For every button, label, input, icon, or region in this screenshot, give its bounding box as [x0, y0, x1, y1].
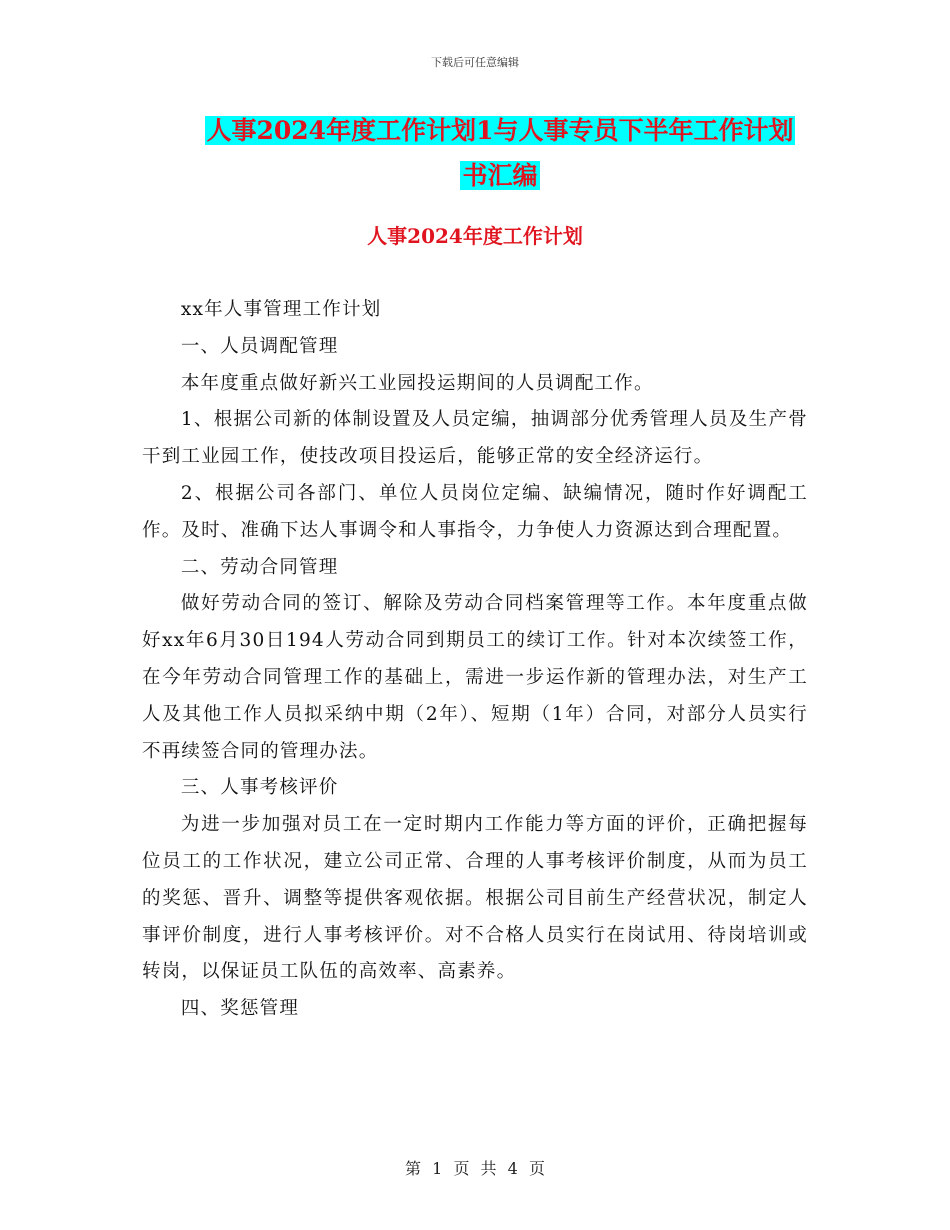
paragraph: 2、根据公司各部门、单位人员岗位定编、缺编情况，随时作好调配工作。及时、准确下达人事调令和人事指令，力争使人力资源达到合理配置。 — [142, 482, 808, 541]
document-title — [150, 108, 850, 198]
footer-current-page: 1 — [432, 1159, 443, 1178]
footer-page-unit: 页 — [453, 1159, 470, 1178]
paragraph-plan-title: xx年人事管理工作计划 — [180, 299, 382, 320]
paragraph: 做好劳动合同的签订、解除及劳动合同档案管理等工作。本年度重点做好xx年6月30日194人劳动合同到期员工的续订工作。针对本次续签工作，在今年劳动合同管理工作的基础上，需进一步运作新的管理办法，对生产工人及其他工作人员拟采纳中期（2年）、短期（1年）合同，对部分人员实行不再续签合同的管理办法。 — [142, 593, 808, 762]
document-title-line-1: 人事2024年度工作计划1与人事专员下半年工作计划 — [206, 116, 794, 145]
header-note: 下载后可任意编辑 — [431, 56, 519, 69]
paragraph: 1、根据公司新的体制设置及人员定编，抽调部分优秀管理人员及生产骨干到工业园工作，使技改项目投运后，能够正常的安全经济运行。 — [142, 409, 808, 468]
heading-staff-allocation: 一、人员调配管理 — [180, 335, 339, 357]
paragraph: 为进一步加强对员工在一定时期内工作能力等方面的评价，正确把握每位员工的工作状况，建立公司正常、合理的人事考核评价制度，从而为员工的奖惩、晋升、调整等提供客观依据。根据公司目前生产经营状况，制定人事评价制度，进行人事考核评价。对不合格人员实行在岗试用、待岗培训或转岗，以保证员工队伍的高效率、高素养。 — [142, 814, 808, 983]
footer-total-label: 共 — [480, 1159, 497, 1178]
page-footer — [0, 1156, 950, 1179]
document-body — [142, 292, 808, 1028]
footer-page-unit-2: 页 — [528, 1159, 545, 1178]
heading-rewards-penalties: 四、奖惩管理 — [180, 998, 300, 1020]
heading-labor-contract: 二、劳动合同管理 — [180, 556, 339, 578]
section-title: 人事2024年度工作计划 — [367, 224, 583, 248]
footer-page-prefix: 第 — [405, 1159, 422, 1178]
document-title-line-2: 书汇编 — [462, 161, 538, 190]
paragraph: 本年度重点做好新兴工业园投运期间的人员调配工作。 — [180, 372, 654, 394]
heading-personnel-evaluation: 三、人事考核评价 — [180, 777, 339, 799]
footer-total-pages: 4 — [507, 1159, 518, 1178]
